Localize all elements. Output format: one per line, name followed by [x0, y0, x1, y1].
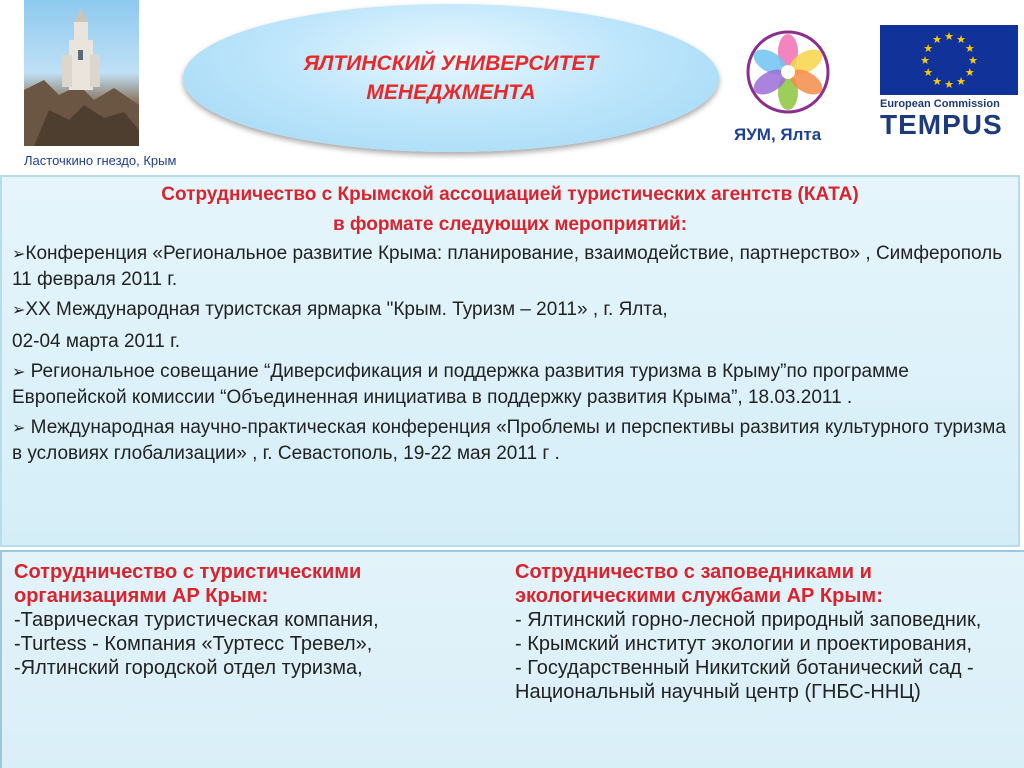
eu-star-icon: ★ — [964, 43, 975, 55]
swallows-nest-photo — [24, 0, 139, 146]
kata-subtitle: в формате следующих мероприятий: — [332, 214, 688, 235]
kata-title: Сотрудничество с Крымской ассоциацией туристических агентств (КАТА) — [161, 184, 859, 205]
list-item: -Таврическая туристическая компания, — [14, 609, 379, 631]
eu-tempus-logo — [880, 25, 1018, 145]
eu-star-icon: ★ — [923, 43, 934, 55]
arrow-bullet-icon: ➢ — [12, 364, 26, 381]
list-item: ➢ Региональное совещание “Диверсификация и поддержка развития туризма в Крыму”по программе Европейской комиссии “Объединенная инициатива в поддержку развития Крыма”, 18.03.2011 . — [12, 361, 909, 408]
arrow-bullet-icon: ➢ — [12, 302, 26, 319]
eu-star-icon: ★ — [932, 75, 942, 88]
yum-caption: ЯУМ, Ялта — [734, 125, 822, 144]
eu-star-icon: ★ — [932, 34, 942, 47]
list-item: ➢XX Международная туристская ярмарка "Крым. Туризм – 2011» , г. Ялта, 02-04 марта 2011 г. — [12, 297, 1007, 354]
list-item: ➢ Международная научно-практическая конференция «Проблемы и перспективы развития культурного туризма в условиях глобализации» , г. Севастополь, 19-22 мая 2011 г . — [12, 417, 1006, 464]
eu-star-icon: ★ — [923, 67, 934, 79]
photo-caption: Ласточкино гнездо, Крым — [24, 153, 177, 168]
eu-star-icon: ★ — [920, 55, 930, 67]
tourism-organizations-column — [14, 560, 504, 680]
list-item: ➢Конференция «Региональное развитие Крыма: планирование, взаимодействие, партнерство» , Симферополь 11 февраля 2011 г. — [12, 243, 1003, 290]
tourism-organizations-heading: Сотрудничество с туристическими организациями АР Крым: — [14, 561, 362, 607]
reserves-column — [515, 560, 1015, 704]
cooperation-kata-panel — [0, 175, 1020, 547]
eu-star-icon: ★ — [944, 31, 954, 43]
eu-star-icon: ★ — [944, 79, 954, 91]
eu-star-icon: ★ — [956, 34, 966, 47]
eu-star-icon: ★ — [964, 67, 975, 79]
university-title-line2: МЕНЕДЖМЕНТА — [366, 81, 536, 104]
list-item: - Ялтинский горно-лесной природный заповедник, — [515, 609, 982, 631]
eu-star-icon: ★ — [968, 55, 978, 67]
eu-commission-label: European Commission — [880, 98, 1000, 110]
list-item: - Крымский институт экологии и проектирования, — [515, 633, 973, 655]
reserves-heading: Сотрудничество с заповедниками и экологическими службами АР Крым: — [515, 561, 883, 607]
list-item: -Ялтинский городской отдел туризма, — [14, 657, 363, 679]
eu-flag-icon — [880, 25, 1018, 95]
arrow-bullet-icon: ➢ — [12, 420, 26, 437]
university-title-banner — [183, 4, 719, 152]
university-title-line1: ЯЛТИНСКИЙ УНИВЕРСИТЕТ — [303, 52, 599, 75]
yum-flower-logo — [745, 22, 831, 122]
list-item: -Turtess - Компания «Туртесс Тревел», — [14, 633, 373, 655]
list-item-continuation: 02-04 марта 2011 г. — [12, 331, 181, 352]
eu-star-icon: ★ — [956, 75, 966, 88]
tempus-label: TEMPUS — [880, 109, 1003, 140]
list-item: - Государственный Никитский ботанический сад - Национальный научный центр (ГНБС-ННЦ) — [515, 657, 974, 703]
events-list — [12, 241, 1007, 466]
arrow-bullet-icon: ➢ — [12, 246, 26, 263]
bottom-cooperation-panel — [0, 550, 1024, 768]
